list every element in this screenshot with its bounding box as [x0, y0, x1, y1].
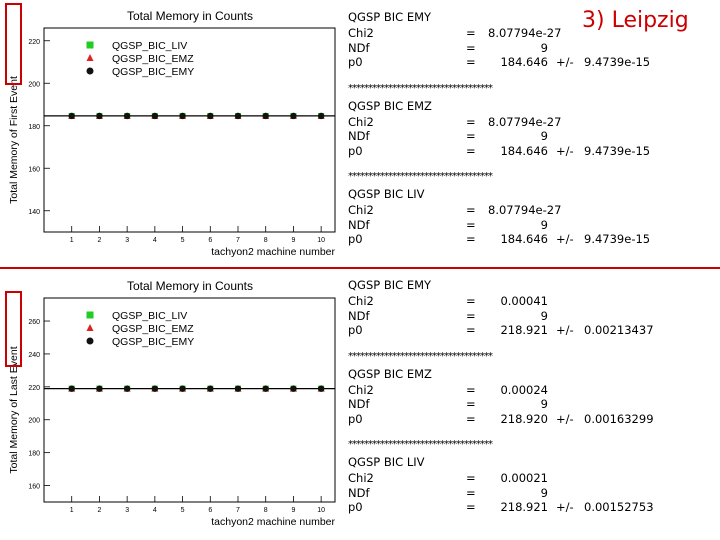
fit-param-name: Chi2: [348, 26, 374, 40]
y-axis-label: Total Memory of Last Event: [8, 346, 20, 474]
y-tick-label: 200: [28, 81, 40, 89]
fit-spacer: [348, 515, 558, 527]
fit-param-value: 184.646: [500, 232, 548, 246]
fit-equals: =: [466, 411, 476, 426]
x-tick-label: 3: [125, 507, 130, 514]
fit-spacer: [348, 338, 558, 350]
fit-title: QGSP BIC LIV: [348, 455, 425, 469]
fit-param-name: NDf: [348, 40, 370, 55]
legend-entry: QGSP_BIC_EMY: [112, 336, 195, 348]
fit-title: QGSP BIC LIV: [348, 187, 425, 201]
fit-param-name: Chi2: [348, 382, 374, 397]
fit-param-name: p0: [348, 232, 363, 246]
fit-param-value: 9: [540, 397, 548, 411]
fit-plusminus: +/-: [556, 411, 574, 426]
data-point-qgsp_bic_emy: [235, 385, 241, 391]
legend-entry: QGSP_BIC_EMZ: [112, 323, 194, 335]
fit-param-value: 8.07794e-27: [488, 26, 562, 40]
fit-equals: =: [466, 114, 476, 129]
data-point-qgsp_bic_emy: [207, 113, 213, 119]
fit-param-name: NDf: [348, 129, 370, 143]
data-point-qgsp_bic_emy: [179, 113, 185, 119]
fit-row: [348, 114, 562, 130]
x-axis-label: tachyon2 machine number: [211, 246, 335, 258]
fit-equals: =: [466, 143, 476, 158]
x-tick-label: 2: [97, 237, 102, 244]
legend-marker: [87, 42, 94, 49]
x-axis-label: tachyon2 machine number: [211, 516, 335, 528]
x-tick-label: 9: [291, 237, 296, 244]
y-tick-label: 160: [28, 483, 40, 491]
fit-param-name: Chi2: [348, 114, 374, 129]
legend-entry: QGSP_BIC_LIV: [112, 310, 188, 322]
fit-row: [348, 203, 562, 218]
fit-equals: =: [466, 471, 476, 485]
fit-title: QGSP BIC EMY: [348, 278, 432, 292]
fit-row: [348, 26, 562, 41]
fit-plusminus: +/-: [556, 232, 574, 246]
fit-row: [348, 309, 558, 324]
fit-title: QGSP BIC EMZ: [348, 98, 432, 113]
y-tick-label: 200: [28, 417, 40, 425]
fit-param-value: 0.00024: [500, 382, 548, 397]
legend-entry: QGSP_BIC_EMZ: [112, 53, 194, 65]
fit-param-value: 9: [540, 485, 548, 500]
fit-param-name: Chi2: [348, 294, 374, 308]
data-point-qgsp_bic_emy: [124, 385, 130, 391]
fit-equals: =: [466, 485, 476, 500]
fit-param-value: 0.00021: [500, 471, 548, 485]
x-tick-label: 4: [152, 237, 157, 244]
section-divider: [0, 267, 720, 269]
fit-row: [348, 232, 651, 247]
x-tick-label: 8: [263, 507, 268, 514]
data-point-qgsp_bic_emy: [318, 385, 324, 391]
x-tick-label: 1: [69, 237, 74, 244]
fit-row: [348, 397, 558, 412]
fit-spacer: [348, 70, 558, 82]
fit-param-name: p0: [348, 323, 363, 337]
fit-param-value: 184.646: [500, 143, 548, 158]
fit-title: QGSP BIC EMY: [348, 10, 432, 24]
x-tick-label: 6: [208, 507, 213, 514]
fit-equals: =: [466, 217, 476, 232]
y-tick-label: 240: [28, 351, 40, 359]
x-tick-label: 9: [291, 507, 296, 514]
slide-title: 3) Leipzig: [582, 8, 689, 33]
chart-panel-last-event: [0, 270, 345, 538]
x-tick-label: 3: [125, 237, 130, 244]
chart-panel-first-event: [0, 0, 345, 268]
fit-param-value: 9: [540, 308, 548, 323]
legend-marker: [87, 312, 94, 319]
fit-plusminus: +/-: [556, 143, 574, 158]
data-point-qgsp_bic_emy: [290, 113, 296, 119]
fit-param-value: 218.920: [500, 411, 548, 426]
fit-param-value: 9: [540, 40, 548, 55]
fit-title: QGSP BIC EMZ: [348, 366, 432, 381]
fit-equals: =: [466, 55, 476, 69]
x-tick-label: 10: [317, 507, 326, 514]
x-tick-label: 7: [236, 507, 240, 514]
fit-results-last-event: [348, 278, 654, 527]
x-tick-label: 5: [180, 237, 185, 244]
fit-row: [348, 486, 558, 501]
separator-stars: ************************************: [348, 82, 492, 94]
legend-entry: QGSP_BIC_LIV: [112, 40, 188, 52]
data-point-qgsp_bic_emy: [124, 113, 130, 119]
fit-param-value: 218.921: [500, 323, 548, 337]
chart-last-event: [0, 270, 345, 538]
fit-equals: =: [466, 382, 476, 397]
data-point-qgsp_bic_emy: [152, 113, 158, 119]
y-axis-label: Total Memory of First Event: [8, 76, 20, 204]
data-point-qgsp_bic_emy: [207, 385, 213, 391]
y-tick-label: 180: [28, 123, 40, 131]
separator-stars: ************************************: [348, 439, 492, 450]
data-point-qgsp_bic_emy: [69, 113, 75, 119]
fit-plusminus: +/-: [556, 323, 574, 337]
fit-row: [348, 294, 558, 309]
y-tick-label: 140: [28, 208, 40, 216]
fit-equals: =: [466, 308, 476, 323]
chart-title: Total Memory in Counts: [126, 9, 254, 23]
fit-param-error: 9.4739e-15: [584, 143, 651, 158]
fit-spacer: [348, 426, 558, 438]
data-point-qgsp_bic_emy: [318, 113, 324, 119]
y-tick-label: 220: [28, 38, 40, 46]
x-tick-label: 5: [180, 507, 185, 514]
data-point-qgsp_bic_emy: [263, 385, 269, 391]
fit-equals: =: [466, 500, 476, 514]
fit-row: [348, 55, 651, 70]
y-tick-label: 220: [28, 384, 40, 392]
y-tick-label: 180: [28, 450, 40, 458]
x-tick-label: 1: [69, 507, 74, 514]
fit-row: [348, 323, 654, 338]
fit-equals: =: [466, 232, 476, 246]
y-tick-label: 160: [28, 166, 40, 174]
x-tick-label: 4: [152, 507, 157, 514]
separator-stars: ************************************: [348, 171, 492, 182]
data-point-qgsp_bic_emy: [69, 385, 75, 391]
chart-title: Total Memory in Counts: [126, 279, 254, 293]
fit-param-value: 218.921: [500, 500, 548, 514]
fit-param-value: 8.07794e-27: [488, 203, 562, 217]
fit-param-value: 9: [540, 129, 548, 143]
legend-entry: QGSP_BIC_EMY: [112, 66, 195, 78]
fit-row: [348, 218, 558, 233]
fit-param-value: 184.646: [500, 55, 548, 69]
fit-row: [348, 500, 654, 515]
chart-first-event: [0, 0, 345, 268]
highlight-box: [6, 4, 21, 84]
fit-plusminus: +/-: [556, 500, 574, 514]
fit-param-name: Chi2: [348, 203, 374, 217]
x-tick-label: 7: [236, 237, 240, 244]
fit-row: [348, 471, 558, 486]
fit-equals: =: [466, 203, 476, 217]
fit-row: [348, 41, 558, 56]
fit-param-name: NDf: [348, 308, 370, 323]
fit-equals: =: [466, 397, 476, 411]
fit-spacer: [348, 247, 558, 259]
fit-param-name: p0: [348, 411, 363, 426]
fit-equals: =: [466, 40, 476, 55]
fit-param-name: p0: [348, 55, 363, 69]
fit-row: [348, 143, 651, 159]
x-tick-label: 6: [208, 237, 213, 244]
fit-plusminus: +/-: [556, 55, 574, 69]
y-tick-label: 260: [28, 319, 40, 327]
fit-param-name: p0: [348, 143, 363, 158]
data-point-qgsp_bic_emy: [235, 113, 241, 119]
data-point-qgsp_bic_emy: [290, 385, 296, 391]
fit-param-error: 9.4739e-15: [584, 55, 651, 69]
fit-equals: =: [466, 323, 476, 337]
fit-param-name: NDf: [348, 485, 370, 500]
fit-spacer: [348, 158, 558, 170]
fit-equals: =: [466, 294, 476, 308]
fit-param-value: 8.07794e-27: [488, 114, 562, 129]
fit-param-value: 0.00041: [500, 294, 548, 308]
fit-param-name: Chi2: [348, 471, 374, 485]
data-point-qgsp_bic_emy: [179, 385, 185, 391]
fit-param-name: p0: [348, 500, 363, 514]
separator-stars: ************************************: [348, 350, 492, 362]
fit-param-error: 9.4739e-15: [584, 232, 651, 246]
fit-param-value: 9: [540, 217, 548, 232]
fit-row: [348, 383, 558, 398]
x-tick-label: 2: [97, 507, 102, 514]
fit-equals: =: [466, 26, 476, 40]
data-point-qgsp_bic_emy: [96, 113, 102, 119]
x-tick-label: 10: [317, 237, 326, 244]
legend-marker: [87, 68, 94, 75]
fit-param-error: 0.00163299: [584, 411, 654, 426]
fit-row: [348, 411, 654, 427]
x-tick-label: 8: [263, 237, 268, 244]
data-point-qgsp_bic_emy: [263, 113, 269, 119]
fit-row: [348, 129, 558, 144]
data-point-qgsp_bic_emy: [96, 385, 102, 391]
fit-param-error: 0.00152753: [584, 500, 654, 514]
legend-marker: [87, 338, 94, 345]
fit-param-name: NDf: [348, 217, 370, 232]
fit-param-error: 0.00213437: [584, 323, 654, 337]
fit-equals: =: [466, 129, 476, 143]
fit-param-name: NDf: [348, 397, 370, 411]
data-point-qgsp_bic_emy: [152, 385, 158, 391]
